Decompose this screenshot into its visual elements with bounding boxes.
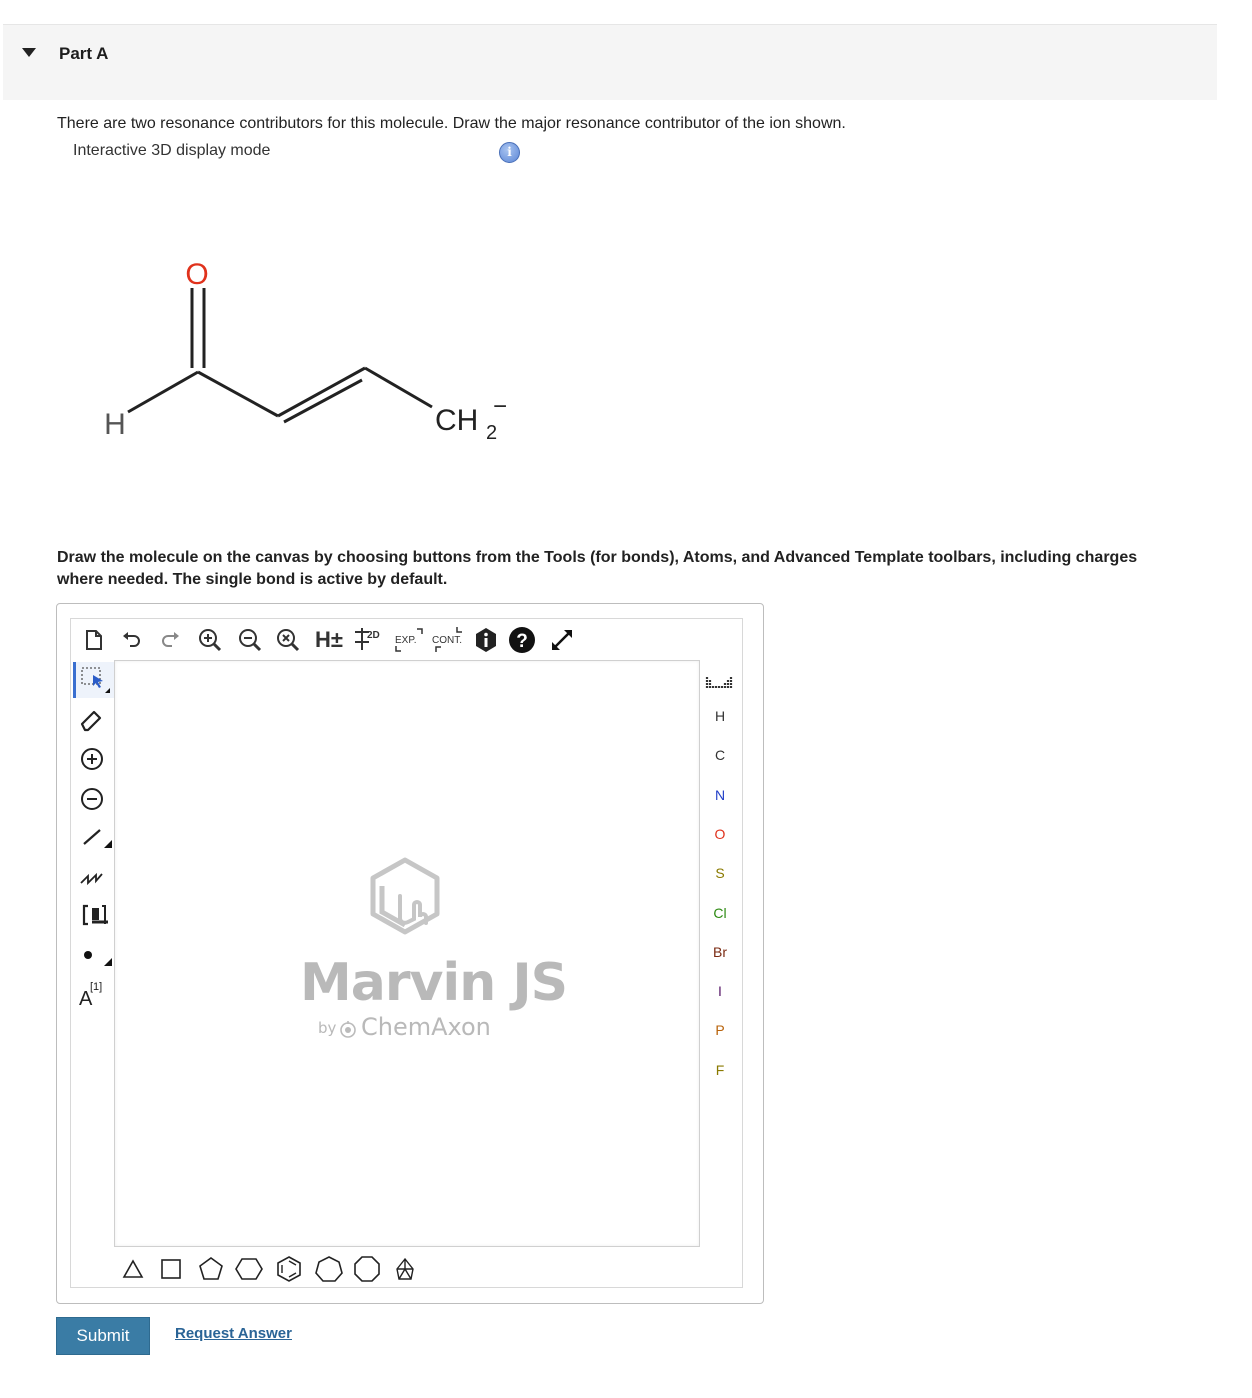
atom-button-s[interactable]: S (715, 865, 725, 882)
cyclopropane-icon[interactable] (118, 1254, 148, 1284)
ch2-atom: CH (435, 404, 479, 437)
zoom-out-icon[interactable] (235, 625, 265, 655)
minus-charge-icon[interactable] (77, 784, 107, 814)
atom-button-c[interactable]: C (714, 747, 726, 764)
radical-icon[interactable] (77, 940, 115, 970)
atom-map-index: [1] (90, 981, 103, 993)
cyclobutane-icon[interactable] (156, 1254, 186, 1284)
select-icon[interactable] (73, 662, 114, 698)
help-icon[interactable] (507, 625, 537, 655)
atom-button-i[interactable]: I (718, 983, 722, 1000)
atom-map-label: A (79, 988, 93, 1009)
atom-button-h[interactable]: H (714, 708, 726, 724)
cyclopentane-icon[interactable] (196, 1254, 226, 1284)
undo-icon[interactable] (117, 625, 147, 655)
periodic-table-icon[interactable] (704, 668, 734, 698)
templates-toolbar (114, 1250, 514, 1286)
drawing-instructions: Draw the molecule on the canvas by choosing buttons from the Tools (for bonds), Atoms, and Advanced Template toolbars, including charges where needed. The single bond is active by default. (57, 549, 1138, 588)
c-c-double-bond-outer (278, 368, 365, 416)
cycloheptane-icon[interactable] (314, 1254, 344, 1284)
atom-button-cl[interactable]: Cl (713, 904, 727, 921)
top-toolbar (71, 619, 741, 661)
molecule-structure (90, 250, 530, 450)
atom-map-icon[interactable] (75, 978, 115, 1008)
clean-2d-icon[interactable] (351, 625, 381, 655)
drawing-canvas[interactable] (114, 660, 700, 1247)
tools-toolbar (71, 660, 113, 1020)
atom-button-n[interactable]: N (714, 786, 726, 803)
atom-button-br[interactable]: Br (713, 943, 727, 960)
zoom-in-icon[interactable] (195, 625, 225, 655)
clean-2d-label: 2D (367, 630, 380, 641)
cyclohexane-icon[interactable] (234, 1254, 264, 1284)
c-ch2-bond (365, 368, 432, 407)
c-c-double-bond-inner (284, 380, 362, 422)
bracket-icon[interactable] (77, 900, 115, 930)
fullscreen-icon[interactable] (547, 625, 577, 655)
redo-icon[interactable] (155, 625, 185, 655)
bicyclic-template-icon[interactable] (390, 1254, 420, 1284)
request-answer-link[interactable]: Request Answer (175, 1325, 292, 1342)
negative-charge: − (493, 393, 508, 420)
h-c-bond (128, 372, 198, 412)
marvin-logo-company: ChemAxon (361, 1013, 491, 1041)
marvin-logo-title: Marvin JS (300, 953, 568, 1013)
atom-button-p[interactable]: P (715, 1022, 725, 1039)
help-label: ? (516, 631, 528, 652)
about-icon[interactable] (471, 625, 501, 655)
zoom-reset-icon[interactable] (273, 625, 303, 655)
marvin-logo-by: by (318, 1019, 337, 1037)
display-mode-label[interactable]: Interactive 3D display mode (73, 142, 271, 159)
benzene-icon[interactable] (274, 1254, 304, 1284)
question-text: There are two resonance contributors for this molecule. Draw the major resonance contributor of the ion shown. (57, 115, 846, 132)
atom-button-f[interactable]: F (715, 1061, 725, 1078)
plus-charge-icon[interactable] (77, 744, 107, 774)
single-bond-icon[interactable] (77, 822, 115, 852)
explicit-hydrogens-icon[interactable]: H± (315, 627, 343, 652)
marvin-logo-icon (360, 856, 450, 946)
oxygen-atom: O (185, 258, 209, 291)
eraser-icon[interactable] (77, 704, 107, 734)
c-c-single-bond (198, 372, 278, 416)
contract-label: CONT. (432, 635, 462, 646)
atom-button-o[interactable]: O (714, 825, 726, 842)
collapse-toggle-icon[interactable] (22, 48, 36, 57)
cyclooctane-icon[interactable] (352, 1254, 382, 1284)
atoms-toolbar (700, 660, 740, 1080)
contract-icon[interactable] (431, 625, 467, 655)
new-document-icon[interactable] (79, 625, 109, 655)
expand-label: EXP. (395, 635, 417, 646)
expand-icon[interactable] (391, 625, 427, 655)
part-header (3, 24, 1217, 100)
info-icon[interactable]: i (499, 142, 520, 163)
chemaxon-logo-icon (339, 1019, 357, 1039)
chain-icon[interactable] (77, 862, 107, 892)
part-title: Part A (59, 44, 109, 63)
ch2-subscript: 2 (486, 422, 498, 444)
submit-button[interactable]: Submit (56, 1317, 150, 1355)
hydrogen-atom: H (104, 408, 126, 441)
